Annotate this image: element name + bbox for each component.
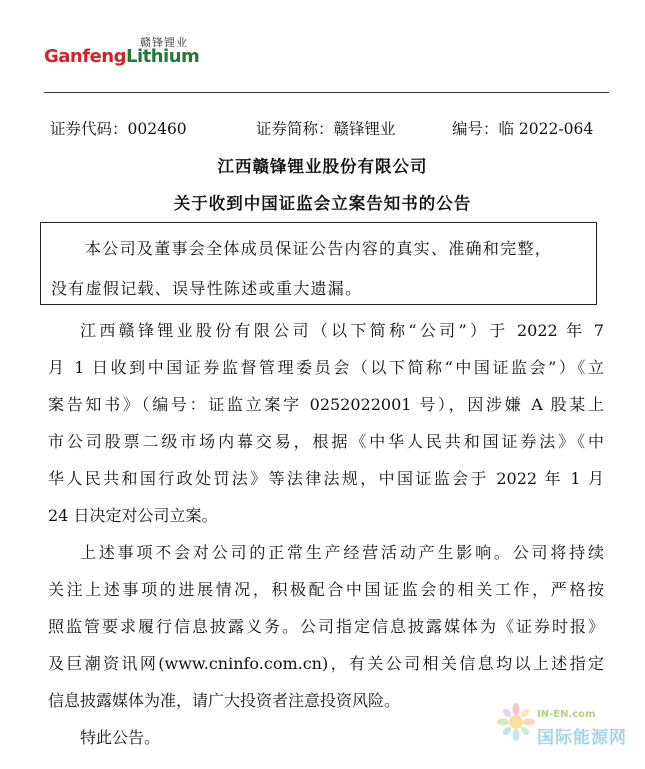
paragraph-line: 24 日决定对公司立案。 <box>48 506 218 525</box>
logo-english-name <box>44 46 199 67</box>
watermark-cn: 国际能源网 <box>537 728 627 748</box>
site-watermark <box>497 703 627 759</box>
watermark-en: IN-EN.com <box>537 709 596 720</box>
logo-english-part1: Ganfeng <box>44 46 126 67</box>
paragraph-line: 照监管要求履行信息披露义务。公司指定信息披露媒体为《证券时报》 <box>48 617 604 636</box>
company-title: 江西赣锋锂业股份有限公司 <box>217 157 428 176</box>
board-statement-box <box>40 222 597 305</box>
closing-line: 特此公告。 <box>80 728 161 747</box>
paragraph-line: 上述事项不会对公司的正常生产经营活动产生影响。公司将持续 <box>80 543 604 562</box>
sun-flower-icon <box>497 703 535 741</box>
paragraph-line: 江西赣锋锂业股份有限公司（以下简称“公司”）于 2022 年 7 <box>80 321 604 340</box>
company-logo <box>44 34 204 78</box>
statement-line: 没有虚假记载、误导性陈述或重大遗漏。 <box>51 279 363 298</box>
paragraph-line: 及巨潮资讯网(www.cninfo.com.cn)，有关公司相关信息均以上述指定 <box>48 654 604 673</box>
paragraph-line: 市公司股票二级市场内幕交易，根据《中华人民共和国证券法》《中 <box>48 432 604 451</box>
paragraph-line: 华人民共和国行政处罚法》等法律法规，中国证监会于 2022 年 1 月 <box>48 469 604 488</box>
header-divider <box>44 92 609 93</box>
logo-english-part2: Lithium <box>125 46 200 67</box>
stock-code: 证券代码：002460 <box>50 120 187 138</box>
stock-short-name: 证券简称：赣锋锂业 <box>256 120 396 138</box>
paragraph-line: 月 1 日收到中国证券监督管理委员会（以下简称“中国证监会”）《立 <box>48 358 604 377</box>
statement-line: 本公司及董事会全体成员保证公告内容的真实、准确和完整， <box>85 239 553 258</box>
paragraph-line: 信息披露媒体为准，请广大投资者注意投资风险。 <box>48 691 401 710</box>
paragraph-line: 案告知书》（编号：证监立案字 0252022001 号），因涉嫌 A 股某上 <box>48 395 604 414</box>
announcement-number: 编号：临 2022-064 <box>452 120 594 138</box>
announcement-title: 关于收到中国证监会立案告知书的公告 <box>173 194 472 213</box>
logo-chinese-name: 赣锋锂业 <box>140 36 188 49</box>
paragraph-line: 关注上述事项的进展情况，积极配合中国证监会的相关工作，严格按 <box>48 580 604 599</box>
